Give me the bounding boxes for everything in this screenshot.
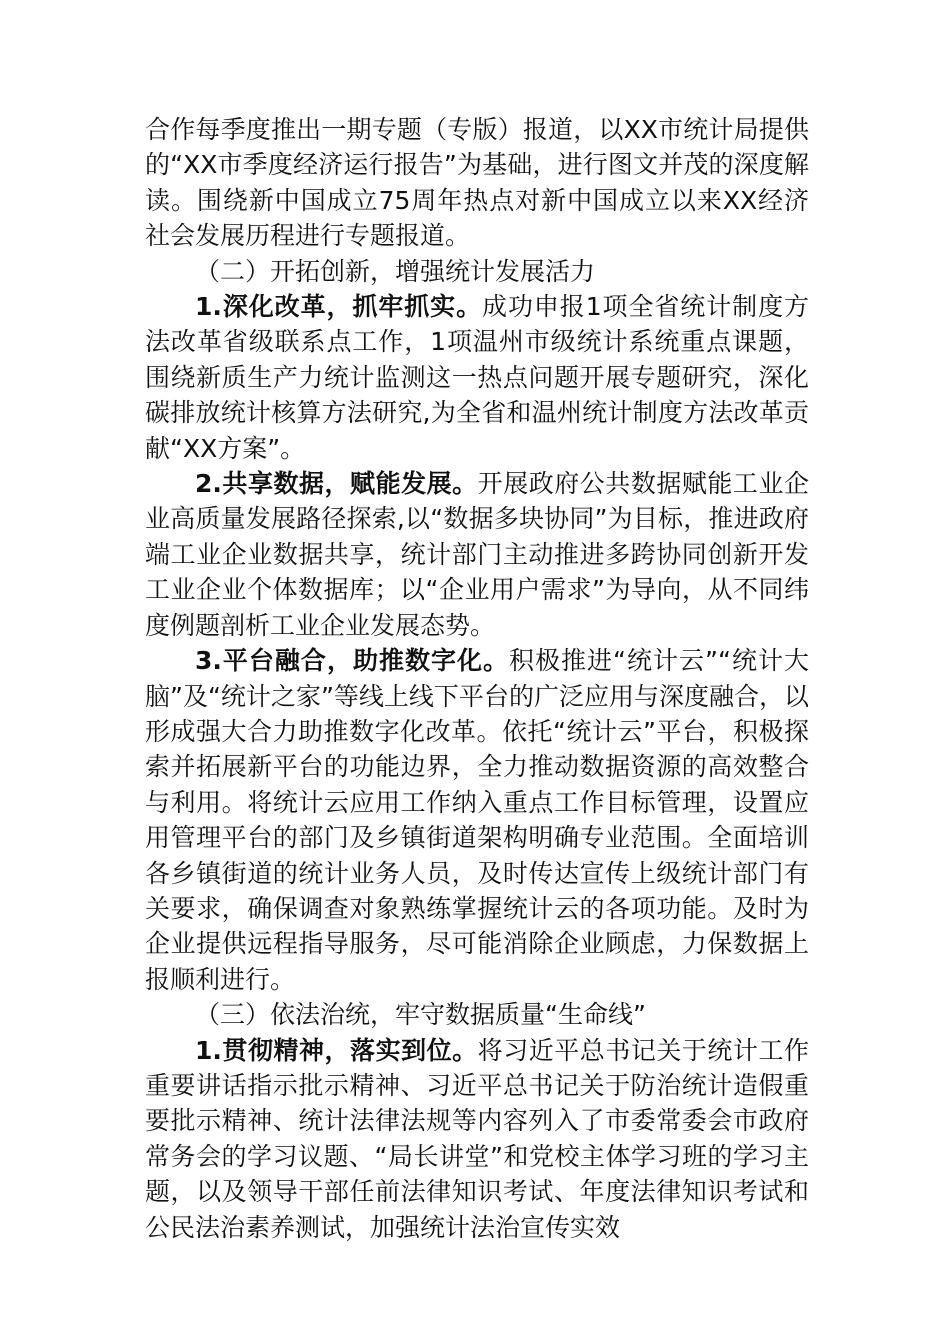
item-lead: 2.共享数据，赋能发展。 (195, 469, 478, 499)
item-body: 积极推进“统计云”“统计大脑”及“统计之家”等线上线下平台的广泛应用与深度融合，以形成强大合力助推数字化改革。依托“统计云”平台，积极探索并拓展新平台的功能边界，全力推动数据资源的高效整合与利用。将统计云应用工作纳入重点工作目标管理，设置应用管理平台的部门及乡镇街道架构明确专业范围。全面培训各乡镇街道的统计业务人员，及时传达宣传上级统计部门有关要求，确保调查对象熟练掌握统计云的各项功能。及时为企业提供远程指导服务，尽可能消除企业顾虑，力保数据上报顺利进行。 (145, 646, 809, 994)
item-lead: 1.深化改革，抓牢抓实。 (195, 292, 483, 322)
item-body: 将习近平总书记关于统计工作重要讲话指示批示精神、习近平总书记关于防治统计造假重要批示精神、统计法律法规等内容列入了市委常委会市政府常务会的学习议题、“局长讲堂”和党校主体学习班的学习主题，以及领导干部任前法律知识考试、年度法律知识考试和公民法治素养测试，加强统计法治宣传实效 (145, 1035, 809, 1242)
list-item (145, 466, 809, 643)
document-body (145, 112, 809, 1245)
list-item (145, 643, 809, 997)
item-lead: 3.平台融合，助推数字化。 (195, 646, 510, 676)
list-item (145, 1033, 809, 1245)
list-item (145, 289, 809, 466)
section-heading-2: （二）开拓创新，增强统计发展活力 (195, 256, 596, 286)
item-body: 开展政府公共数据赋能工业企业高质量发展路径探索,以“数据多块协同”为目标，推进政府端工业企业数据共享，统计部门主动推进多跨协同创新开发工业企业个体数据库；以“企业用户需求”为导向，从不同纬度例题剖析工业企业发展态势。 (145, 469, 809, 640)
item-lead: 1.贯彻精神，落实到位。 (195, 1035, 478, 1065)
item-body: 成功申报1项全省统计制度方法改革省级联系点工作，1项温州市级统计系统重点课题，围绕新质生产力统计监测这一热点问题开展专题研究，深化碳排放统计核算方法研究,为全省和温州统计制度方法改革贡献“XX方案”。 (145, 292, 809, 463)
paragraph-continuation: 合作每季度推出一期专题（专版）报道，以XX市统计局提供的“XX市季度经济运行报告”为基础，进行图文并茂的深度解读。围绕新中国成立75周年热点对新中国成立以来XX经济社会发展历程进行专题报道。 (145, 115, 809, 251)
section-heading-3: （三）依法治统，牢守数据质量“生命线” (195, 1000, 646, 1030)
